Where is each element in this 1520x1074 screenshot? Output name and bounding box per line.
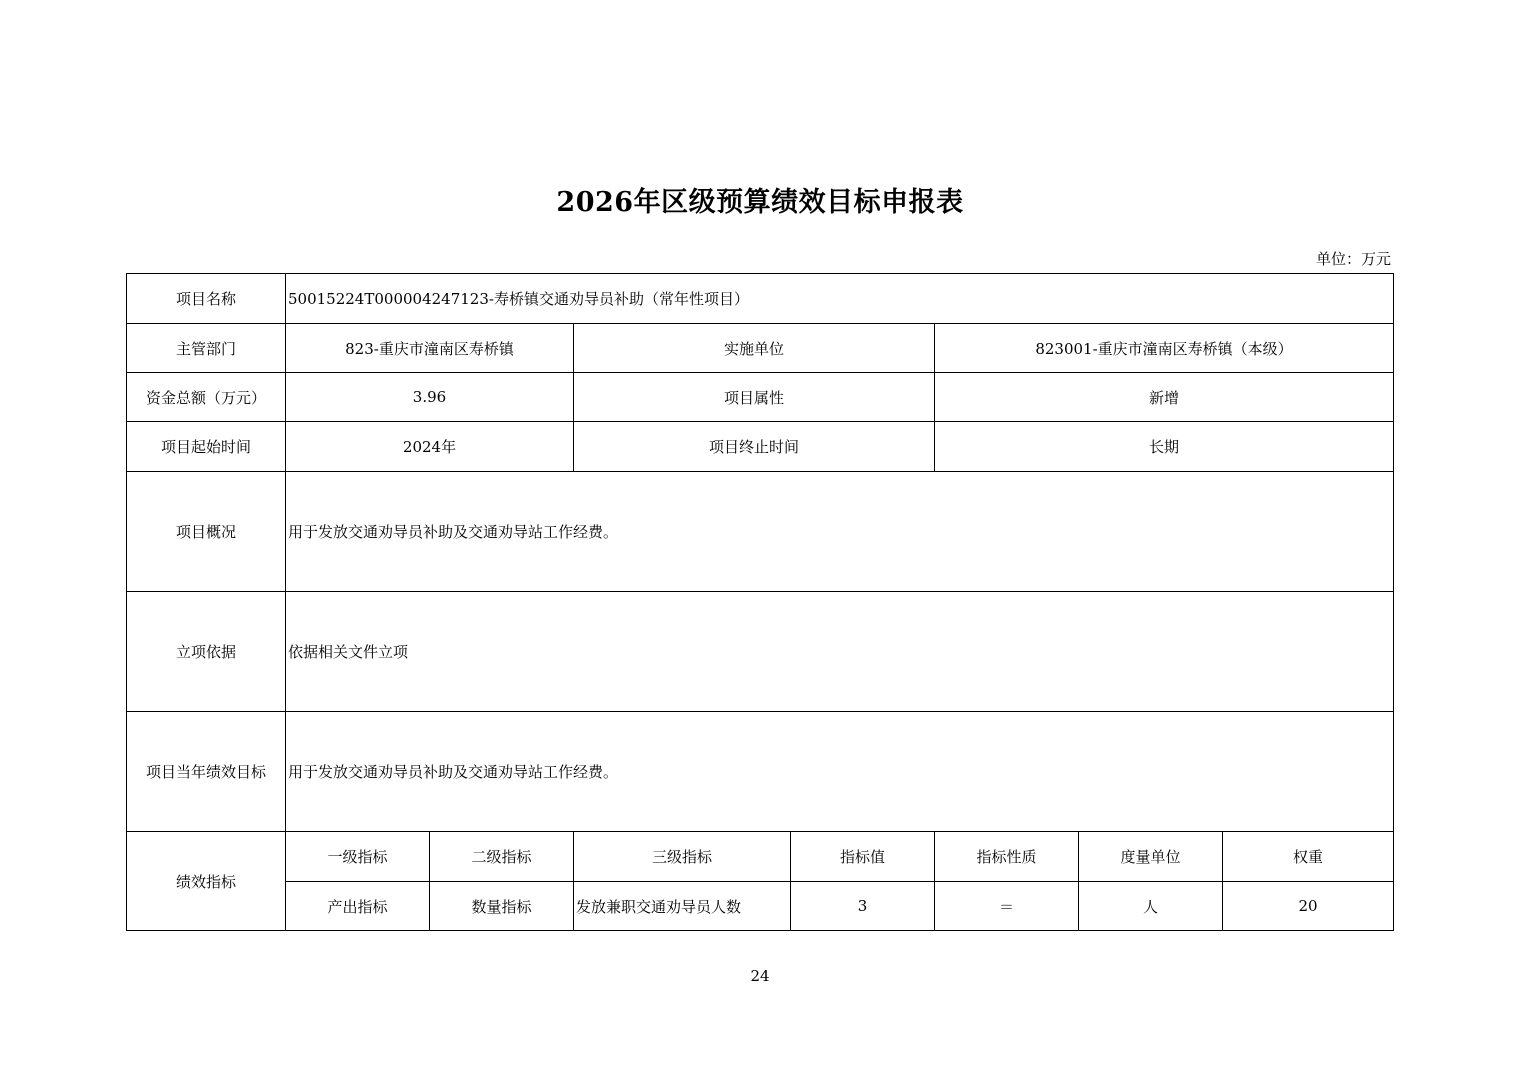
page-number: 24 <box>750 967 770 985</box>
project-name-row <box>127 274 1394 324</box>
attr-value: 新增 <box>935 373 1394 422</box>
unit-label: 单位：万元 <box>1315 250 1391 268</box>
goal-row <box>127 712 1394 832</box>
fund-value: 3.96 <box>286 373 574 422</box>
indicator-nature: ＝ <box>935 882 1079 931</box>
header-level2: 二级指标 <box>430 832 574 882</box>
overview-value: 用于发放交通劝导员补助及交通劝导站工作经费。 <box>286 472 1394 592</box>
indicator-level2: 数量指标 <box>430 882 574 931</box>
overview-row <box>127 472 1394 592</box>
start-value: 2024年 <box>286 422 574 472</box>
basis-row <box>127 592 1394 712</box>
start-label: 项目起始时间 <box>127 422 286 472</box>
table-row <box>127 882 1394 931</box>
department-row <box>127 324 1394 373</box>
page-title: 2026年区级预算绩效目标申报表 <box>556 187 964 218</box>
goal-label: 项目当年绩效目标 <box>127 712 286 832</box>
goal-value: 用于发放交通劝导员补助及交通劝导站工作经费。 <box>286 712 1394 832</box>
performance-target-table <box>126 273 1394 931</box>
basis-value: 依据相关文件立项 <box>286 592 1394 712</box>
indicator-level1: 产出指标 <box>286 882 430 931</box>
header-nature: 指标性质 <box>935 832 1079 882</box>
header-unit: 度量单位 <box>1079 832 1223 882</box>
header-value: 指标值 <box>791 832 935 882</box>
impl-value: 823001-重庆市潼南区寿桥镇（本级） <box>935 324 1394 373</box>
project-name-value: 50015224T000004247123-寿桥镇交通劝导员补助（常年性项目） <box>286 274 1394 324</box>
header-level3: 三级指标 <box>574 832 791 882</box>
indicator-header-row <box>127 832 1394 882</box>
end-label: 项目终止时间 <box>574 422 935 472</box>
header-level1: 一级指标 <box>286 832 430 882</box>
attr-label: 项目属性 <box>574 373 935 422</box>
indicator-label: 绩效指标 <box>127 832 286 931</box>
indicator-unit: 人 <box>1079 882 1223 931</box>
indicator-value: 3 <box>791 882 935 931</box>
period-row <box>127 422 1394 472</box>
indicator-weight: 20 <box>1223 882 1394 931</box>
impl-label: 实施单位 <box>574 324 935 373</box>
project-name-label: 项目名称 <box>127 274 286 324</box>
fund-label: 资金总额（万元） <box>127 373 286 422</box>
overview-label: 项目概况 <box>127 472 286 592</box>
dept-value: 823-重庆市潼南区寿桥镇 <box>286 324 574 373</box>
fund-row <box>127 373 1394 422</box>
end-value: 长期 <box>935 422 1394 472</box>
basis-label: 立项依据 <box>127 592 286 712</box>
header-weight: 权重 <box>1223 832 1394 882</box>
dept-label: 主管部门 <box>127 324 286 373</box>
indicator-level3: 发放兼职交通劝导员人数 <box>574 882 791 931</box>
